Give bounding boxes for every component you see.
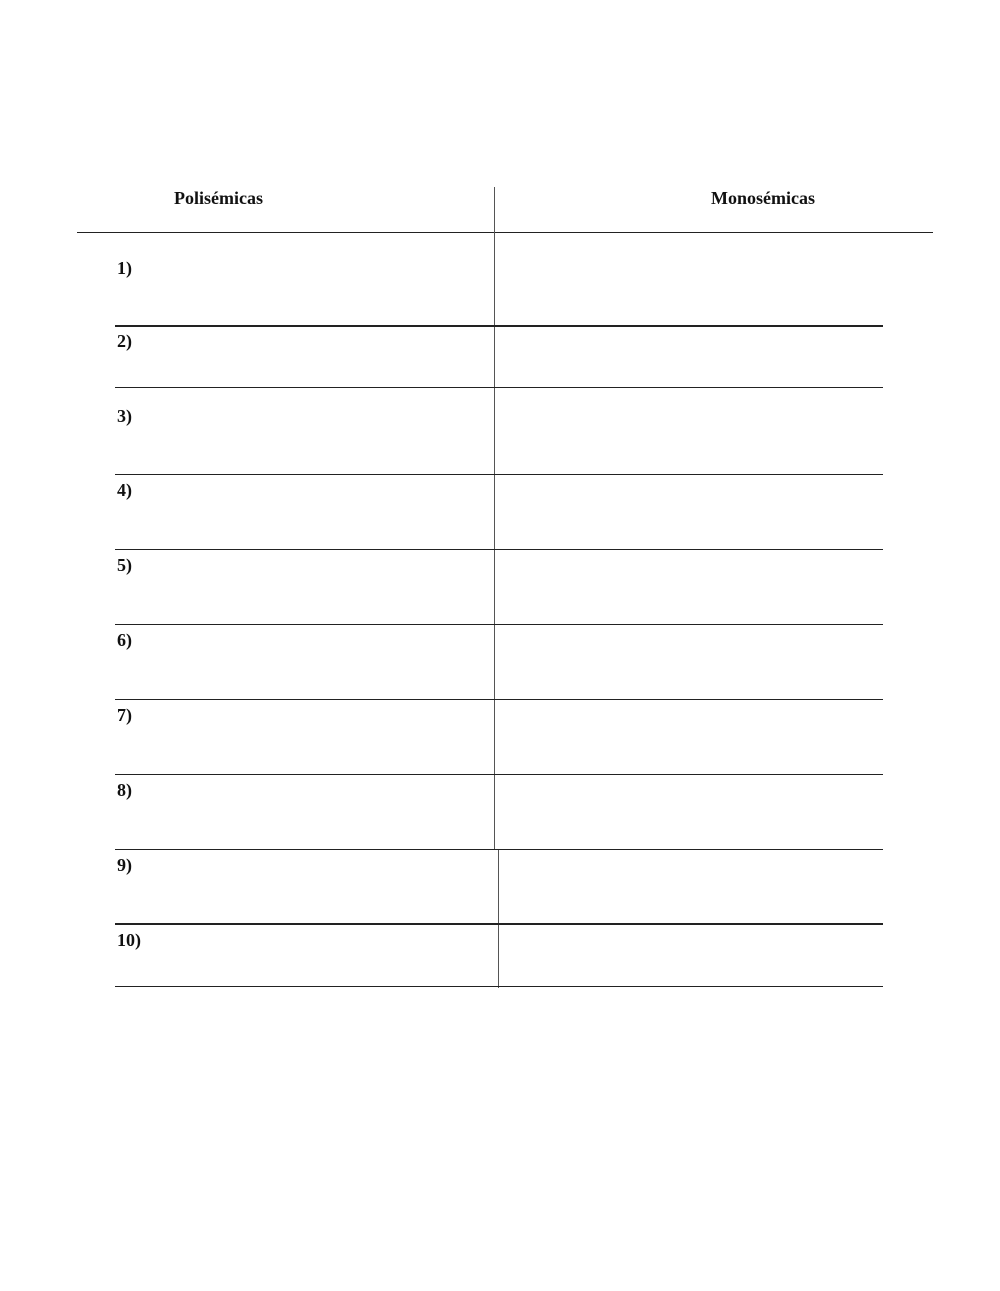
answer-cell-monosemica[interactable] xyxy=(505,392,875,468)
row-number: 4) xyxy=(117,480,132,500)
answer-cell-monosemica[interactable] xyxy=(505,330,875,382)
row-number: 8) xyxy=(117,780,132,800)
answer-cell-monosemica[interactable] xyxy=(505,554,875,618)
row-divider xyxy=(115,325,883,327)
answer-cell-monosemica[interactable] xyxy=(505,929,875,981)
column-divider-lower xyxy=(498,849,499,988)
answer-cell-polisemica[interactable] xyxy=(145,704,485,768)
row-number: 5) xyxy=(117,555,132,575)
row-divider xyxy=(115,624,883,625)
answer-cell-polisemica[interactable] xyxy=(145,479,485,543)
answer-cell-polisemica[interactable] xyxy=(145,554,485,618)
answer-cell-monosemica[interactable] xyxy=(505,704,875,768)
row-number: 7) xyxy=(117,705,132,725)
row-divider xyxy=(115,849,883,850)
row-number: 9) xyxy=(117,855,132,875)
row-divider xyxy=(115,474,883,475)
row-number: 10) xyxy=(117,930,141,950)
column-header-polisemicas: Polisémicas xyxy=(174,188,263,208)
row-number: 2) xyxy=(117,331,132,351)
answer-cell-polisemica[interactable] xyxy=(145,330,485,382)
answer-cell-monosemica[interactable] xyxy=(505,779,875,843)
answer-cell-polisemica[interactable] xyxy=(145,629,485,693)
row-divider xyxy=(115,923,883,925)
row-number: 3) xyxy=(117,406,132,426)
header-divider xyxy=(77,232,933,233)
answer-cell-monosemica[interactable] xyxy=(505,854,875,918)
row-number: 1) xyxy=(117,258,132,278)
column-header-monosemicas: Monosémicas xyxy=(711,188,815,208)
row-number: 6) xyxy=(117,630,132,650)
row-divider xyxy=(115,387,883,388)
answer-cell-polisemica[interactable] xyxy=(145,255,485,315)
row-divider xyxy=(115,774,883,775)
row-divider xyxy=(115,549,883,550)
answer-cell-polisemica[interactable] xyxy=(145,392,485,468)
row-divider xyxy=(115,699,883,700)
column-divider xyxy=(494,187,495,849)
answer-cell-polisemica[interactable] xyxy=(145,779,485,843)
answer-cell-monosemica[interactable] xyxy=(505,255,875,315)
answer-cell-monosemica[interactable] xyxy=(505,629,875,693)
answer-cell-polisemica[interactable] xyxy=(150,929,490,981)
answer-cell-polisemica[interactable] xyxy=(145,854,485,918)
answer-cell-monosemica[interactable] xyxy=(505,479,875,543)
row-divider xyxy=(115,986,883,987)
